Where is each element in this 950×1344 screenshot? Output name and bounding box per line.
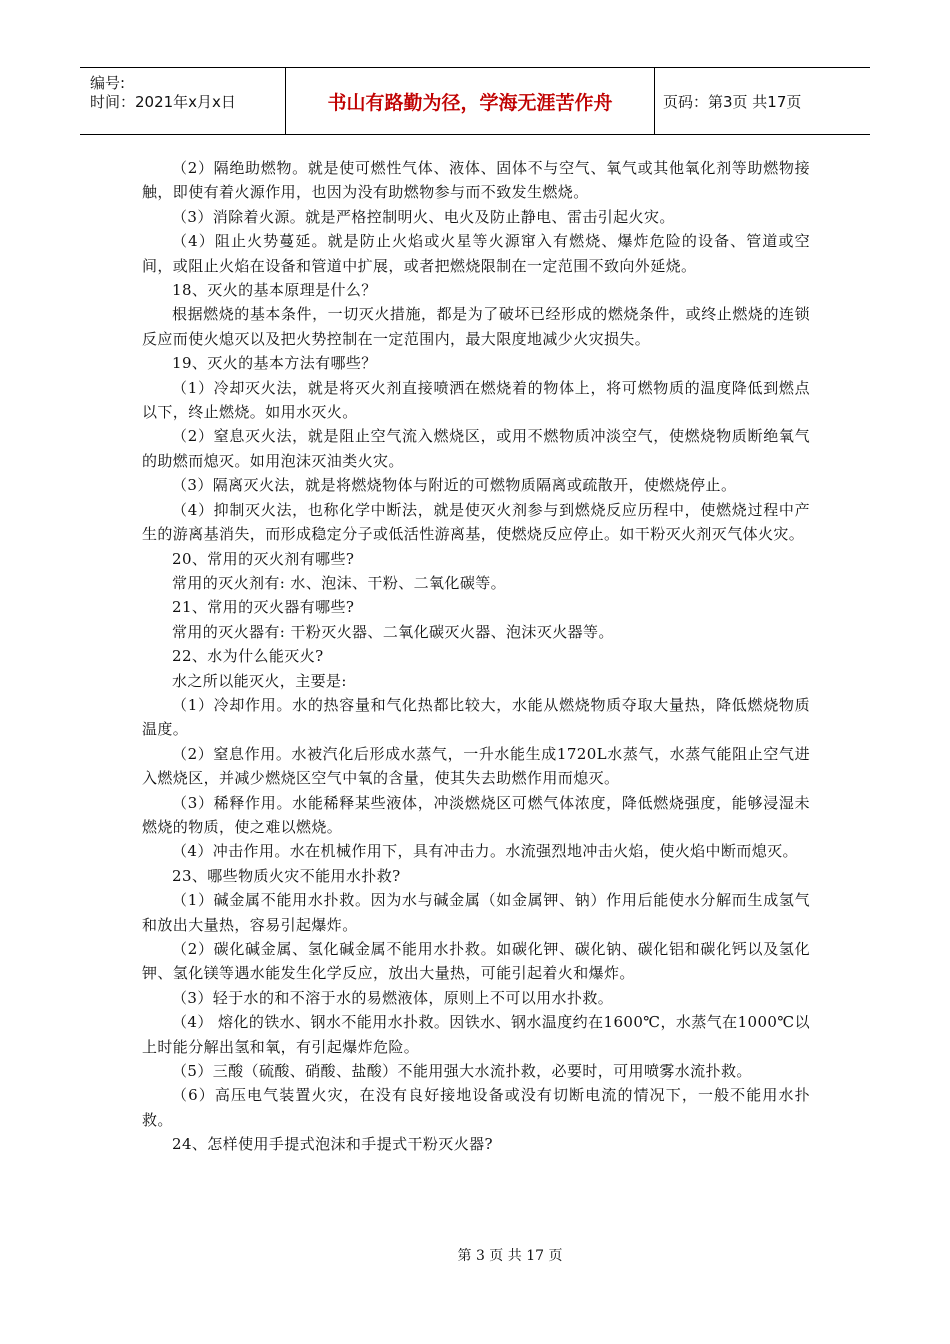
paragraph: 水之所以能灭火，主要是: <box>172 671 347 690</box>
question-heading: 24、怎样使用手提式泡沫和手提式干粉灭火器? <box>172 1135 493 1154</box>
paragraph: （5）三酸（硫酸、硝酸、盐酸）不能用强大水流扑救，必要时，可用喷雾水流扑救。 <box>172 1062 752 1081</box>
question-heading: 22、水为什么能灭火? <box>172 647 324 666</box>
page-header <box>80 67 870 135</box>
header-info-cell <box>80 68 285 134</box>
question-heading: 20、常用的灭火剂有哪些? <box>172 549 355 568</box>
header-motto: 书山有路勤为径，学海无涯苦作舟 <box>285 68 655 134</box>
question-heading: 23、哪些物质火灾不能用水扑救? <box>172 866 401 885</box>
paragraph: （3）消除着火源。就是严格控制明火、电火及防止静电、雷击引起火灾。 <box>172 207 675 226</box>
paragraph: （3）隔离灭火法，就是将燃烧物体与附近的可燃物质隔离或疏散开，使燃烧停止。 <box>172 476 737 495</box>
paragraph: （6）高压电气装置火灾，在没有良好接地设备或没有切断电流的情况下，一般不能用水扑救。 <box>142 1086 810 1129</box>
paragraph: （2）窒息作用。水被汽化后形成水蒸气，一升水能生成1720L水蒸气，水蒸气能阻止空气进入燃烧区，并减少燃烧区空气中氧的含量，使其失去助燃作用而熄灭。 <box>142 744 810 788</box>
paragraph: （4） 熔化的铁水、钢水不能用水扑救。因铁水、钢水温度约在1600℃，水蒸气在1000℃以上时能分解出氢和氧，有引起爆炸危险。 <box>142 1013 810 1056</box>
document-body <box>142 156 810 1157</box>
document-time-label: 时间：2021年x月x日 <box>90 93 236 111</box>
paragraph: 常用的灭火剂有: 水、泡沫、干粉、二氧化碳等。 <box>172 573 507 592</box>
paragraph: （2）隔绝助燃物。就是使可燃性气体、液体、固体不与空气、氧气或其他氧化剂等助燃物接触，即使有着火源作用，也因为没有助燃物参与而不致发生燃烧。 <box>142 159 810 202</box>
paragraph: （2）碳化碱金属、氢化碱金属不能用水扑救。如碳化钾、碳化钠、碳化铝和碳化钙以及氢化钾、氢化镁等遇水能发生化学反应，放出大量热，可能引起着火和爆炸。 <box>142 940 810 983</box>
paragraph: （4）抑制灭火法，也称化学中断法，就是使灭火剂参与到燃烧反应历程中，使燃烧过程中产生的游离基消失，而形成稳定分子或低活性游离基，使燃烧反应停止。如干粉灭火剂灭气体火灾。 <box>142 500 810 544</box>
paragraph: 根据燃烧的基本条件，一切灭火措施，都是为了破坏已经形成的燃烧条件，或终止燃烧的连锁反应而使火熄灭以及把火势控制在一定范围内，最大限度地减少火灾损失。 <box>142 305 810 348</box>
page-footer: 第 3 页 共 17 页 <box>457 1248 563 1264</box>
paragraph: （3）轻于水的和不溶于水的易燃液体，原则上不可以用水扑救。 <box>172 988 614 1007</box>
paragraph: （2）窒息灭火法，就是阻止空气流入燃烧区，或用不燃物质冲淡空气，使燃烧物质断绝氧气的助燃而熄灭。如用泡沫灭油类火灾。 <box>142 427 810 470</box>
paragraph: 常用的灭火器有: 干粉灭火器、二氧化碳灭火器、泡沫灭火器等。 <box>172 622 614 641</box>
document-number-label: 编号: <box>90 74 126 92</box>
paragraph: （4）冲击作用。水在机械作用下，具有冲击力。水流强烈地冲击火焰，使火焰中断而熄灭。 <box>172 842 798 861</box>
paragraph: （4）阻止火势蔓延。就是防止火焰或火星等火源窜入有燃烧、爆炸危险的设备、管道或空间，或阻止火焰在设备和管道中扩展，或者把燃烧限制在一定范围不致向外延烧。 <box>142 232 810 275</box>
paragraph: （3）稀释作用。水能稀释某些液体，冲淡燃烧区可燃气体浓度，降低燃烧强度，能够浸湿未燃烧的物质，使之难以燃烧。 <box>142 793 810 836</box>
paragraph: （1）冷却作用。水的热容量和气化热都比较大，水能从燃烧物质夺取大量热，降低燃烧物质温度。 <box>142 695 810 739</box>
question-heading: 19、灭火的基本方法有哪些？ <box>172 354 377 373</box>
question-heading: 21、常用的灭火器有哪些? <box>172 598 355 617</box>
question-heading: 18、灭火的基本原理是什么？ <box>172 281 377 300</box>
paragraph: （1）碱金属不能用水扑救。因为水与碱金属（如金属钾、钠）作用后能使水分解而生成氢气和放出大量热，容易引起爆炸。 <box>142 891 810 934</box>
header-page-number: 页码：第3页 共17页 <box>663 92 802 111</box>
paragraph: （1）冷却灭火法，就是将灭火剂直接喷洒在燃烧着的物体上，将可燃物质的温度降低到燃点以下，终止燃烧。如用水灭火。 <box>142 378 810 422</box>
